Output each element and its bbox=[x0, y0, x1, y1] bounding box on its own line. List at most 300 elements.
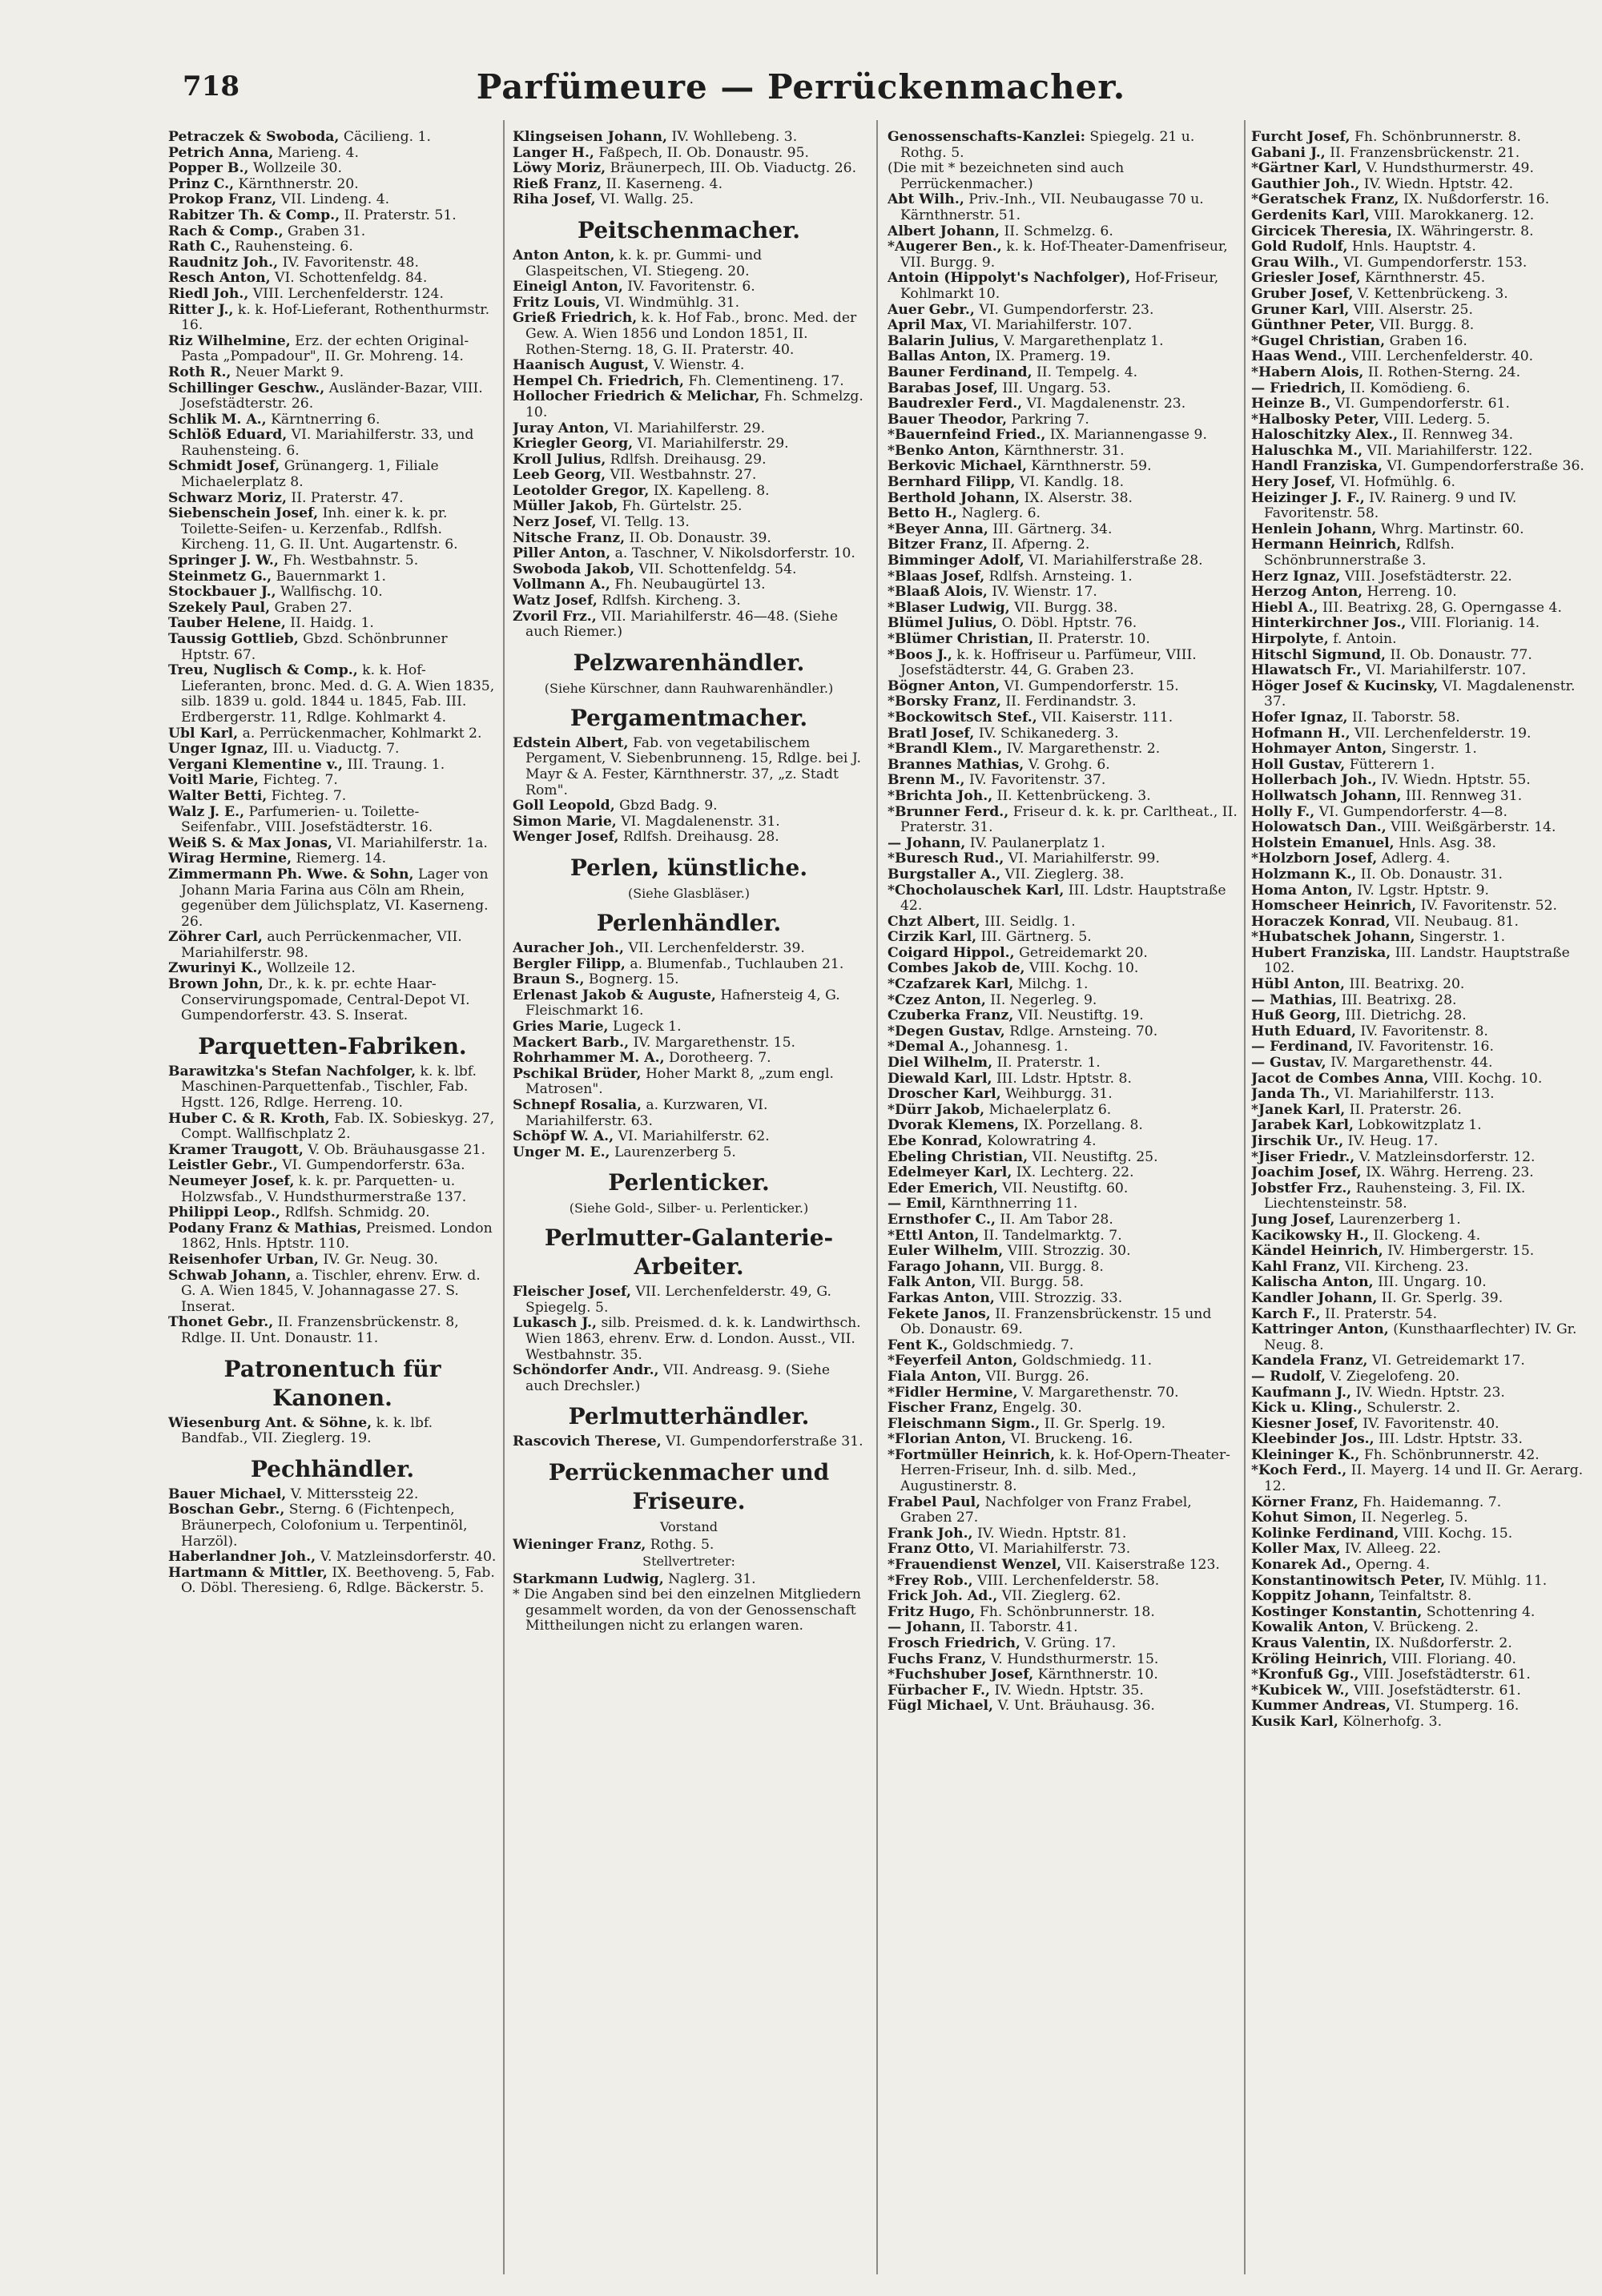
entry-name: Rath C., bbox=[168, 239, 231, 255]
directory-entry bbox=[888, 1526, 1240, 1542]
directory-entry bbox=[1251, 1181, 1596, 1212]
entry-address: VI. Mariahilferstr. 33, und Rauhensteing. 6. bbox=[181, 427, 474, 459]
directory-entry bbox=[513, 736, 865, 798]
directory-entry bbox=[513, 130, 865, 146]
entry-name: Hubert Franziska, bbox=[1251, 944, 1391, 961]
entry-name: Jung Josef, bbox=[1251, 1211, 1335, 1228]
entry-name: Schöndorfer Andr., bbox=[513, 1362, 659, 1379]
directory-entry bbox=[168, 459, 497, 490]
entry-name: Baudrexler Ferd., bbox=[888, 396, 1023, 412]
entry-address: V. Unt. Bräuhausg. 36. bbox=[993, 1698, 1155, 1715]
entry-address: Priv.-Inh., VII. Neubaugasse 70 u. Kärnthnerstr. 51. bbox=[900, 191, 1204, 223]
entry-address: III. Beatrixg. 20. bbox=[1344, 976, 1465, 993]
directory-entry bbox=[1251, 1432, 1596, 1448]
section-heading: Pelzwarenhändler. bbox=[573, 649, 805, 676]
entry-name: Handl Franziska, bbox=[1251, 458, 1383, 475]
entry-address: Hnls. Hauptstr. 4. bbox=[1347, 239, 1476, 255]
entry-address: Rothg. 5. bbox=[646, 1537, 714, 1554]
directory-entry bbox=[1251, 663, 1596, 679]
entry-name: *Feyerfeil Anton, bbox=[888, 1353, 1018, 1369]
directory-entry bbox=[888, 506, 1240, 522]
directory-entry bbox=[888, 601, 1240, 617]
entry-name: — Ferdinand, bbox=[1251, 1039, 1354, 1056]
directory-entry bbox=[1251, 1118, 1596, 1134]
entry-address: VII. Lindeng. 4. bbox=[276, 191, 390, 208]
entry-name: Hirpolyte, bbox=[1251, 631, 1329, 647]
directory-entry bbox=[513, 1145, 865, 1161]
entry-name: — Johann, bbox=[888, 834, 966, 851]
entry-name: Bimminger Adolf, bbox=[888, 553, 1024, 569]
entry-address: II. Ob. Donaustr. 77. bbox=[1386, 646, 1532, 663]
directory-entry bbox=[1251, 899, 1596, 915]
entry-address: II. Mayerg. 14 und II. Gr. Aerarg. 12. bbox=[1264, 1462, 1584, 1495]
entry-address: II. Komödieng. 6. bbox=[1346, 380, 1471, 396]
directory-entry bbox=[513, 146, 865, 162]
entry-address: Marieng. 4. bbox=[273, 144, 359, 161]
directory-entry bbox=[888, 1228, 1240, 1245]
entry-name: Fritz Hugo, bbox=[888, 1603, 976, 1620]
entry-address: Operng. 4. bbox=[1350, 1557, 1431, 1574]
directory-entry bbox=[1251, 365, 1596, 381]
entry-name: Schmidt Josef, bbox=[168, 458, 280, 475]
directory-entry bbox=[168, 381, 497, 412]
entry-name: *Chocholauschek Karl, bbox=[888, 882, 1065, 899]
entry-address: (Kunsthaarflechter) IV. Gr. Neug. 8. bbox=[1264, 1321, 1577, 1353]
entry-name: Heinze B., bbox=[1251, 396, 1331, 412]
entry-name: Stockbauer J., bbox=[168, 584, 276, 601]
entry-name: Dvorak Klemens, bbox=[888, 1117, 1020, 1134]
entry-address: Rdlfsh. Schönbrunnerstraße 3. bbox=[1264, 537, 1455, 569]
directory-entry bbox=[888, 648, 1240, 679]
directory-entry bbox=[1251, 1244, 1596, 1260]
directory-entry bbox=[513, 421, 865, 437]
entry-address: IV. Heug. 17. bbox=[1343, 1133, 1439, 1149]
entry-name: Koppitz Johann, bbox=[1251, 1588, 1375, 1605]
entry-name: *Degen Gustav, bbox=[888, 1023, 1005, 1039]
directory-entry bbox=[1251, 789, 1596, 805]
entry-address: Hof-Friseur, Kohlmarkt 10. bbox=[900, 270, 1219, 302]
entry-address: Kärnthnerstr. 20. bbox=[234, 175, 359, 192]
entry-address: VI. Windmühlg. 31. bbox=[600, 294, 740, 311]
entry-name: Blümel Julius, bbox=[888, 615, 998, 632]
entry-address: VIII. Florianig. 14. bbox=[1406, 615, 1540, 632]
entry-address: VII. Westbahnstr. 27. bbox=[606, 467, 757, 484]
directory-entry bbox=[1251, 851, 1596, 867]
directory-entry bbox=[1251, 1699, 1596, 1715]
directory-entry bbox=[1251, 537, 1596, 569]
directory-entry bbox=[1251, 1353, 1596, 1369]
directory-entry bbox=[1251, 475, 1596, 491]
directory-entry bbox=[888, 444, 1240, 460]
entry-name: Jarabek Karl, bbox=[1251, 1117, 1354, 1134]
directory-entry bbox=[1251, 130, 1596, 146]
entry-address: VIII. Kochg. 10. bbox=[1428, 1070, 1543, 1087]
directory-entry bbox=[888, 1087, 1240, 1103]
entry-address: Riemerg. 14. bbox=[292, 850, 387, 867]
entry-address: VIII. Lerchenfelderstr. 124. bbox=[248, 285, 444, 302]
entry-address: VII. Neustiftg. 60. bbox=[997, 1180, 1129, 1196]
entry-name: Kramer Traugott, bbox=[168, 1141, 304, 1158]
entry-name: Kohut Simon, bbox=[1251, 1510, 1358, 1526]
entry-name: Brown John, bbox=[168, 976, 264, 993]
directory-entry bbox=[888, 1196, 1240, 1212]
column-rule bbox=[1244, 120, 1246, 2274]
directory-entry bbox=[888, 726, 1240, 742]
entry-address: VII. Kaiserstr. 111. bbox=[1036, 709, 1173, 726]
entry-name: *Gärtner Karl, bbox=[1251, 160, 1362, 177]
directory-entry bbox=[1251, 726, 1596, 742]
entry-name: Petraczek & Swoboda, bbox=[168, 130, 340, 145]
section-heading: Perlmutter-Galanterie-Arbeiter. bbox=[544, 1224, 834, 1281]
entry-address: Rdlfsh. Dreihausg. 28. bbox=[618, 829, 779, 846]
entry-address: k. k. Hof-Theater-Damenfriseur, VII. Burgg. 9. bbox=[900, 239, 1228, 271]
entry-name: Thonet Gebr., bbox=[168, 1314, 274, 1331]
directory-entry bbox=[168, 1143, 497, 1159]
directory-entry bbox=[1251, 1574, 1596, 1590]
entry-name: Hlawatsch Fr., bbox=[1251, 662, 1362, 679]
entry-address: IX. Beethoveng. 5, Fab. O. Döbl. Theresieng. 6, Rdlge. Bäckerstr. 5. bbox=[181, 1564, 495, 1597]
entry-address: IV. Paulanerplatz 1. bbox=[965, 834, 1105, 851]
entry-address: V. Kettenbrückeng. 3. bbox=[1353, 285, 1508, 302]
entry-address: Hafnersteig 4, G. Fleischmarkt 16. bbox=[525, 987, 840, 1019]
entry-address: VI. Gumpendorferstr. 153. bbox=[1338, 254, 1528, 271]
entry-address: II. Franzensbrückenstr. 8, Rdlge. II. Unt. Donaustr. 11. bbox=[181, 1314, 459, 1346]
directory-entry bbox=[888, 758, 1240, 774]
directory-entry bbox=[513, 972, 865, 988]
directory-entry bbox=[1251, 255, 1596, 271]
directory-entry bbox=[888, 773, 1240, 789]
directory-entry bbox=[513, 988, 865, 1019]
directory-entry bbox=[888, 1353, 1240, 1369]
entry-name: Fuchs Franz, bbox=[888, 1651, 987, 1667]
directory-entry bbox=[168, 303, 497, 334]
directory-entry bbox=[888, 977, 1240, 993]
directory-entry bbox=[513, 177, 865, 193]
directory-entry bbox=[1251, 412, 1596, 428]
entry-name: Fiala Anton, bbox=[888, 1368, 982, 1385]
entry-address: Goldschmiedg. 11. bbox=[1017, 1353, 1153, 1369]
entry-name: *Blaas Josef, bbox=[888, 568, 985, 585]
entry-name: Kriegler Georg, bbox=[513, 436, 634, 452]
entry-address: VI. Hofmühlg. 6. bbox=[1335, 474, 1455, 491]
directory-entry bbox=[168, 146, 497, 162]
entry-name: Günthner Peter, bbox=[1251, 317, 1375, 334]
running-title: Parfümeure — Perrückenmacher. bbox=[476, 67, 1126, 107]
directory-entry bbox=[888, 867, 1240, 883]
directory-entry bbox=[168, 742, 497, 758]
entry-address: Fichteg. 7. bbox=[267, 787, 347, 804]
directory-entry bbox=[168, 491, 497, 507]
entry-address: IV. Margarethenstr. 2. bbox=[1002, 741, 1161, 758]
directory-entry bbox=[888, 303, 1240, 319]
directory-entry bbox=[1251, 1024, 1596, 1040]
entry-address: Kärnthnerstr. 10. bbox=[1033, 1667, 1158, 1683]
entry-address: IV. Wiedn. Hptstr. 81. bbox=[972, 1525, 1127, 1542]
directory-entry bbox=[168, 663, 497, 726]
directory-entry bbox=[888, 961, 1240, 977]
entry-name: Kalischa Anton, bbox=[1251, 1274, 1374, 1291]
directory-entry bbox=[168, 1502, 497, 1550]
entry-address: a. Taschner, V. Nikolsdorferstr. 10. bbox=[610, 545, 855, 562]
entry-address: Goldschmiedg. 7. bbox=[948, 1337, 1074, 1353]
entry-name: *Blümer Christian, bbox=[888, 631, 1034, 647]
directory-entry bbox=[888, 1589, 1240, 1605]
directory-entry bbox=[168, 1550, 497, 1566]
directory-entry bbox=[1251, 742, 1596, 758]
entry-name: Roth R., bbox=[168, 364, 231, 380]
entry-address: VII. Lerchenfelderstr. 49, G. Spiegelg. 5. bbox=[525, 1284, 831, 1316]
entry-name: Kiesner Josef, bbox=[1251, 1415, 1358, 1432]
entry-name: Furcht Josef, bbox=[1251, 130, 1350, 145]
entry-name: Schillinger Geschw., bbox=[168, 380, 325, 396]
directory-entry bbox=[168, 428, 497, 459]
page-number: 718 bbox=[183, 70, 239, 103]
entry-name: Rabitzer Th. & Comp., bbox=[168, 207, 340, 223]
entry-address: a. Kurzwaren, VI. Mariahilferstr. 63. bbox=[525, 1096, 768, 1129]
entry-address: IV. Favoritenstr. 48. bbox=[278, 254, 419, 271]
entry-name: Hermann Heinrich, bbox=[1251, 537, 1402, 553]
directory-entry bbox=[1251, 1558, 1596, 1574]
directory-entry bbox=[1251, 1417, 1596, 1433]
entry-name: Balarin Julius, bbox=[888, 332, 1000, 349]
entry-name: — Emil, bbox=[888, 1196, 947, 1212]
entry-address: II. Schmelzg. 6. bbox=[1000, 223, 1113, 239]
directory-entry bbox=[1251, 1039, 1596, 1056]
entry-address: II. Tempelg. 4. bbox=[1032, 364, 1138, 380]
directory-entry bbox=[1251, 1589, 1596, 1605]
entry-name: Bratl Josef, bbox=[888, 725, 975, 742]
entry-name: *Beyer Anna, bbox=[888, 521, 988, 537]
directory-entry bbox=[1251, 1260, 1596, 1276]
entry-name: Bergler Filipp, bbox=[513, 955, 626, 972]
directory-entry bbox=[1251, 1652, 1596, 1668]
directory-entry bbox=[888, 1024, 1240, 1040]
entry-address: IV. Margarethenstr. 15. bbox=[629, 1034, 795, 1051]
entry-name: Mackert Barb., bbox=[513, 1034, 630, 1051]
directory-entry bbox=[168, 1174, 497, 1205]
directory-entry bbox=[513, 161, 865, 177]
directory-entry bbox=[1251, 569, 1596, 585]
directory-entry bbox=[888, 428, 1240, 444]
directory-entry bbox=[1251, 1401, 1596, 1417]
entry-address: III. u. Viaductg. 7. bbox=[268, 741, 400, 758]
directory-entry bbox=[1251, 1087, 1596, 1103]
entry-address: Grünangerg. 1, Filiale Michaelerplatz 8. bbox=[181, 458, 439, 491]
entry-address: Lugeck 1. bbox=[608, 1018, 682, 1035]
directory-entry bbox=[168, 867, 497, 930]
directory-entry bbox=[1251, 836, 1596, 852]
entry-name: Walter Betti, bbox=[168, 787, 268, 804]
directory-entry bbox=[1251, 820, 1596, 836]
directory-entry bbox=[1251, 616, 1596, 632]
entry-name: Hofmann H., bbox=[1251, 725, 1350, 742]
entry-address: VI. Tellg. 13. bbox=[596, 514, 690, 531]
directory-entry bbox=[168, 805, 497, 836]
entry-name: Huber C. & R. Kroth, bbox=[168, 1110, 330, 1127]
entry-address: V. Hundsthurmerstr. 49. bbox=[1361, 160, 1534, 177]
directory-entry bbox=[513, 1035, 865, 1051]
entry-address: IV. Margarethenstr. 44. bbox=[1326, 1055, 1493, 1072]
directory-entry bbox=[1251, 1369, 1596, 1385]
directory-entry bbox=[1251, 334, 1596, 350]
directory-entry bbox=[1251, 883, 1596, 899]
entry-address: Fab. IX. Sobieskyg. 27, Compt. Wallfischplatz 2. bbox=[181, 1110, 495, 1143]
entry-address: VI. Mariahilferstr. 1a. bbox=[332, 834, 488, 851]
entry-name: Frosch Friedrich, bbox=[888, 1635, 1021, 1651]
directory-entry bbox=[1251, 1072, 1596, 1088]
entry-name: Bögner Anton, bbox=[888, 678, 1000, 694]
directory-entry bbox=[513, 562, 865, 578]
entry-name: Franz Otto, bbox=[888, 1541, 975, 1558]
directory-entry bbox=[888, 1039, 1240, 1056]
entry-address: IV. Wiedn. Hptstr. 42. bbox=[1359, 175, 1514, 192]
entry-name: Leistler Gebr., bbox=[168, 1157, 278, 1174]
entry-name: Ubl Karl, bbox=[168, 725, 239, 742]
entry-address: VIII. Marokkanerg. 12. bbox=[1369, 207, 1535, 223]
directory-entry bbox=[888, 632, 1240, 648]
entry-address: k. k. pr. Parquetten- u. Holzwsfab., V. Hundsthurmerstraße 137. bbox=[181, 1173, 467, 1205]
entry-name: *Frey Rob., bbox=[888, 1572, 973, 1589]
entry-address: V. Matzleinsdorferstr. 12. bbox=[1354, 1148, 1536, 1165]
directory-entry bbox=[513, 1363, 865, 1394]
directory-entry bbox=[513, 452, 865, 468]
entry-name: Ernsthofer C., bbox=[888, 1211, 996, 1228]
directory-entry bbox=[513, 515, 865, 531]
directory-entry bbox=[168, 616, 497, 632]
entry-address: III. Ldstr. Hptstr. 8. bbox=[992, 1070, 1132, 1087]
directory-entry bbox=[888, 585, 1240, 601]
entry-address: VI. Magdalenenstr. 31. bbox=[616, 813, 780, 830]
entry-name: Joachim Josef, bbox=[1251, 1164, 1362, 1181]
entry-name: Popper B., bbox=[168, 160, 249, 177]
entry-name: Juray Anton, bbox=[513, 420, 610, 436]
directory-entry bbox=[1251, 1620, 1596, 1636]
directory-entry bbox=[168, 287, 497, 303]
directory-entry bbox=[888, 1432, 1240, 1448]
entry-name: Jobstfer Frz., bbox=[1251, 1180, 1352, 1196]
entry-name: Berthold Johann, bbox=[888, 489, 1020, 506]
entry-name: Szekely Paul, bbox=[168, 599, 271, 616]
entry-name: Genossenschafts-Kanzlei: bbox=[888, 130, 1085, 145]
entry-address: Cäcilieng. 1. bbox=[339, 130, 431, 145]
entry-name: Farago Johann, bbox=[888, 1258, 1005, 1275]
directory-entry bbox=[888, 930, 1240, 946]
entry-address: Bräunerpech, III. Ob. Viaductg. 26. bbox=[606, 160, 857, 177]
entry-name: Holl Gustav, bbox=[1251, 756, 1346, 773]
directory-entry bbox=[168, 161, 497, 177]
column-rule bbox=[876, 120, 878, 2274]
entry-address: Milchg. 1. bbox=[1013, 976, 1089, 993]
entry-name: *Frauendienst Wenzel, bbox=[888, 1557, 1062, 1574]
entry-name: Riha Josef, bbox=[513, 191, 596, 208]
entry-address: IV. Lgstr. Hptstr. 9. bbox=[1352, 882, 1489, 899]
entry-address: IV. Favoritenstr. 37. bbox=[964, 772, 1106, 789]
directory-entry bbox=[888, 1275, 1240, 1291]
entry-name: *Brichta Joh., bbox=[888, 787, 993, 804]
directory-entry bbox=[888, 334, 1240, 350]
entry-address: Rdlfsh. Schmidg. 20. bbox=[280, 1204, 430, 1221]
directory-entry bbox=[513, 468, 865, 484]
entry-name: *Kubicek W., bbox=[1251, 1682, 1350, 1699]
directory-entry bbox=[1251, 428, 1596, 444]
entry-address: IV. Wiedn. Hptstr. 35. bbox=[989, 1682, 1144, 1699]
entry-address: IX. Alserstr. 38. bbox=[1020, 489, 1133, 506]
directory-entry bbox=[1251, 648, 1596, 664]
directory-entry bbox=[1251, 349, 1596, 365]
entry-address: VI. Kandlg. 18. bbox=[1015, 474, 1125, 491]
directory-entry bbox=[1251, 1463, 1596, 1494]
entry-address: VI. Mariahilferstr. 73. bbox=[974, 1541, 1131, 1558]
entry-name: Bauer Michael, bbox=[168, 1486, 287, 1502]
entry-address: VI. Gumpendorferstraße 31. bbox=[661, 1433, 863, 1450]
directory-entry bbox=[888, 710, 1240, 726]
entry-address: VII. Mariahilferstr. 122. bbox=[1363, 442, 1533, 459]
directory-entry bbox=[168, 789, 497, 805]
entry-name: Löwy Moriz, bbox=[513, 160, 606, 177]
entry-address: II. Afperng. 2. bbox=[988, 537, 1090, 553]
entry-address: VI. Magdalenenstr. 37. bbox=[1264, 678, 1576, 710]
directory-entry bbox=[1251, 1542, 1596, 1558]
entry-address: IV. Wohllebeng. 3. bbox=[666, 130, 798, 145]
directory-entry bbox=[513, 374, 865, 390]
directory-entry bbox=[1251, 396, 1596, 412]
entry-address: II. Franzensbrückenstr. 15 und Ob. Donaustr. 69. bbox=[900, 1305, 1212, 1338]
entry-name: Fügl Michael, bbox=[888, 1698, 994, 1715]
entry-address: Dr., k. k. pr. echte Haar-Conservirungspomade, Central-Depot VI. Gumpendorferstr. 43. S. Inserat. bbox=[181, 976, 470, 1024]
directory-entry bbox=[1251, 1165, 1596, 1181]
entry-name: Konstantinowitsch Peter, bbox=[1251, 1572, 1446, 1589]
entry-name: *Florian Anton, bbox=[888, 1431, 1007, 1448]
entry-name: Albert Johann, bbox=[888, 223, 1000, 239]
entry-address: VI. Gumpendorferstr. 4—8. bbox=[1314, 803, 1507, 820]
entry-name: Holzmann K., bbox=[1251, 866, 1357, 883]
directory-entry bbox=[888, 1620, 1240, 1636]
entry-name: — Gustav, bbox=[1251, 1055, 1326, 1072]
entry-address: Rauhensteing. 6. bbox=[230, 239, 353, 255]
directory-entry bbox=[888, 1056, 1240, 1072]
entry-address: VIII. Alserstr. 25. bbox=[1349, 301, 1473, 318]
entry-name: Falk Anton, bbox=[888, 1274, 976, 1291]
directory-entry bbox=[168, 192, 497, 208]
section-note: (Siehe Gold-, Silber- u. Perlenticker.) bbox=[569, 1200, 809, 1216]
directory-entry bbox=[168, 271, 497, 287]
entry-address: VI. Bruckeng. 16. bbox=[1006, 1431, 1133, 1448]
entry-address: V. Grüng. 17. bbox=[1020, 1635, 1117, 1651]
directory-entry bbox=[168, 569, 497, 585]
entry-name: Droscher Karl, bbox=[888, 1086, 1001, 1103]
entry-address: Fh. Schönbrunnerstr. 42. bbox=[1359, 1446, 1540, 1463]
directory-entry bbox=[1251, 930, 1596, 946]
entry-name: Hofer Ignaz, bbox=[1251, 709, 1348, 726]
entry-name: Prinz C., bbox=[168, 175, 235, 192]
entry-address: Wollzeile 12. bbox=[262, 960, 356, 977]
entry-name: Koller Max, bbox=[1251, 1541, 1341, 1558]
section-heading: Peitschenmacher. bbox=[578, 216, 800, 243]
entry-name: Neumeyer Josef, bbox=[168, 1173, 295, 1189]
entry-name: Kandela Franz, bbox=[1251, 1353, 1368, 1369]
directory-entry bbox=[1251, 867, 1596, 883]
entry-name: Haanisch August, bbox=[513, 357, 650, 374]
directory-entry bbox=[513, 484, 865, 500]
entry-name: Erlenast Jakob & Auguste, bbox=[513, 987, 716, 1003]
directory-entry bbox=[888, 1103, 1240, 1119]
entry-name: Kusik Karl, bbox=[1251, 1713, 1338, 1730]
entry-address: Rdlfsh. Kircheng. 3. bbox=[597, 593, 741, 609]
directory-entry bbox=[888, 224, 1240, 240]
directory-entry bbox=[1251, 977, 1596, 993]
entry-name: Nerz Josef, bbox=[513, 514, 597, 531]
entry-address: VI. Getreidemarkt 17. bbox=[1367, 1353, 1525, 1369]
